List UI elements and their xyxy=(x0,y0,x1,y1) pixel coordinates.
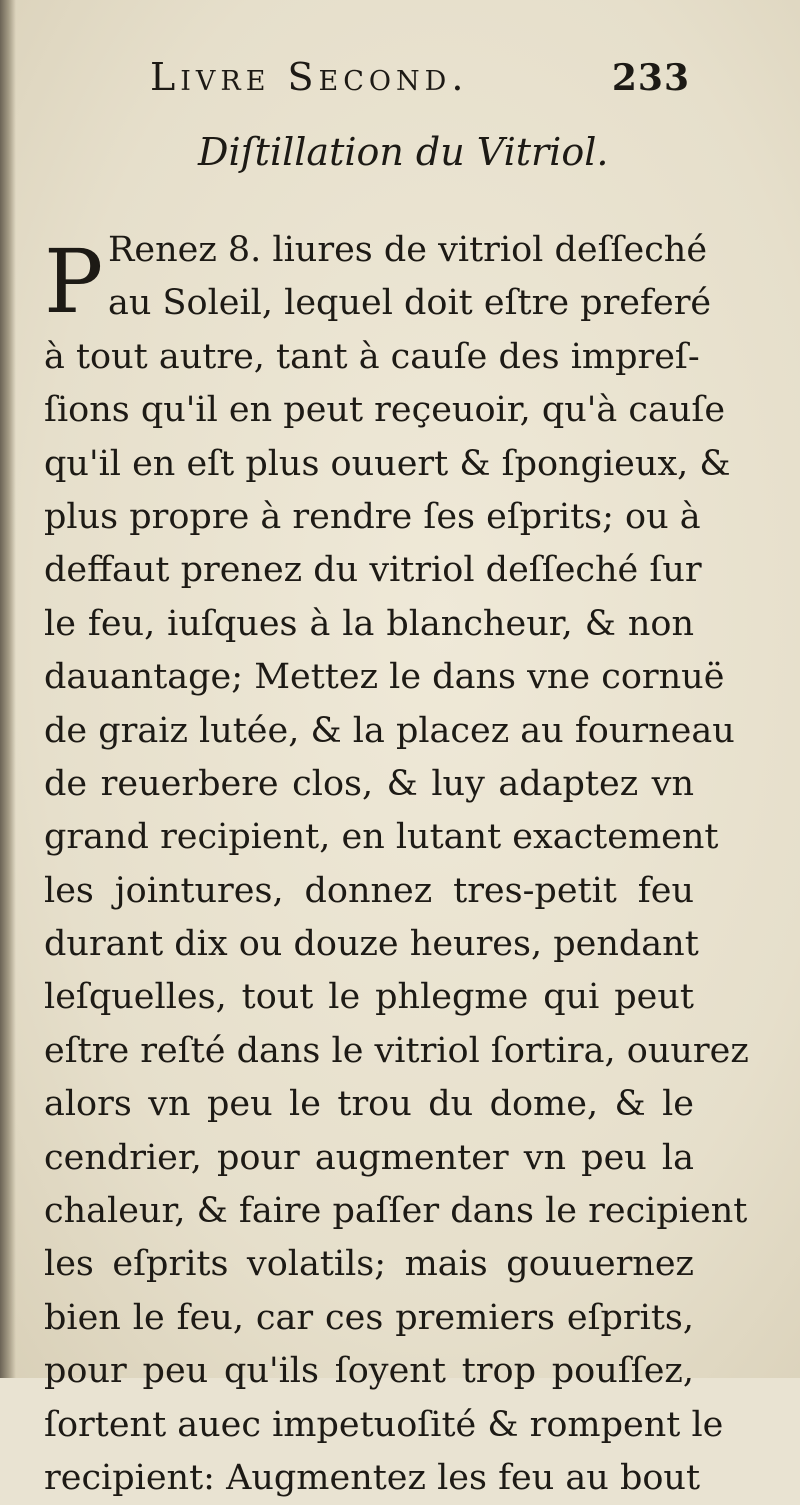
text-line: dauantage; Mettez le dans vne cornuë xyxy=(44,657,725,698)
text-line: les jointures, donnez tres-petit feu xyxy=(44,870,694,911)
text-line: bien le feu, car ces premiers eſprits, xyxy=(44,1297,694,1338)
text-line: plus propre à rendre ſes eſprits; ou à xyxy=(44,496,701,537)
text-line: cendrier, pour augmenter vn peu la xyxy=(44,1137,694,1178)
text-line: chaleur, & faire paſſer dans le recipient xyxy=(44,1191,748,1232)
text-line: grand recipient, en lutant exactement xyxy=(44,817,719,858)
text-line: ſions qu'il en peut reçeuoir, qu'à cauſe xyxy=(44,390,726,431)
text-line: le feu, iuſques à la blancheur, & non xyxy=(44,603,694,644)
page-gutter-shadow xyxy=(0,0,16,1378)
text-line: qu'il en eſt plus ouuert & ſpongieux, & xyxy=(44,443,731,484)
text-line: ſortent auec impetuoſité & rompent le xyxy=(44,1404,724,1445)
text-line: eſtre reſté dans le vitriol ſortira, ouurez xyxy=(44,1030,749,1071)
text-line: deffaut prenez du vitriol deſſeché ſur xyxy=(44,550,702,591)
text-line: à tout autre, tant à cauſe des impreſ- xyxy=(44,336,700,377)
page-number: 233 xyxy=(611,57,690,99)
text-line: au Soleil, lequel doit eſtre preferé xyxy=(108,283,712,324)
running-head-title: Livre Second. xyxy=(150,55,469,99)
text-line: alors vn peu le trou du dome, & le xyxy=(44,1084,694,1125)
text-line: leſquelles, tout le phlegme qui peut xyxy=(44,977,694,1018)
drop-cap: P xyxy=(44,230,104,333)
text-line: les eſprits volatils; mais gouuernez xyxy=(44,1244,694,1285)
text-line: durant dix ou douze heures, pendant xyxy=(44,924,699,965)
section-heading: Diſtillation du Vitriol. xyxy=(198,130,609,174)
text-line: de reuerbere clos, & luy adaptez vn xyxy=(44,763,694,804)
text-line: Renez 8. liures de vitriol deſſeché xyxy=(108,230,708,270)
text-line: recipient: Augmentez les feu au bout xyxy=(44,1457,701,1498)
running-head xyxy=(150,55,690,105)
text-line: pour peu qu'ils ſoyent trop pouſſez, xyxy=(44,1351,694,1392)
text-line: de graiz lutée, & la placez au fourneau xyxy=(44,710,735,751)
body-text xyxy=(44,224,749,1505)
